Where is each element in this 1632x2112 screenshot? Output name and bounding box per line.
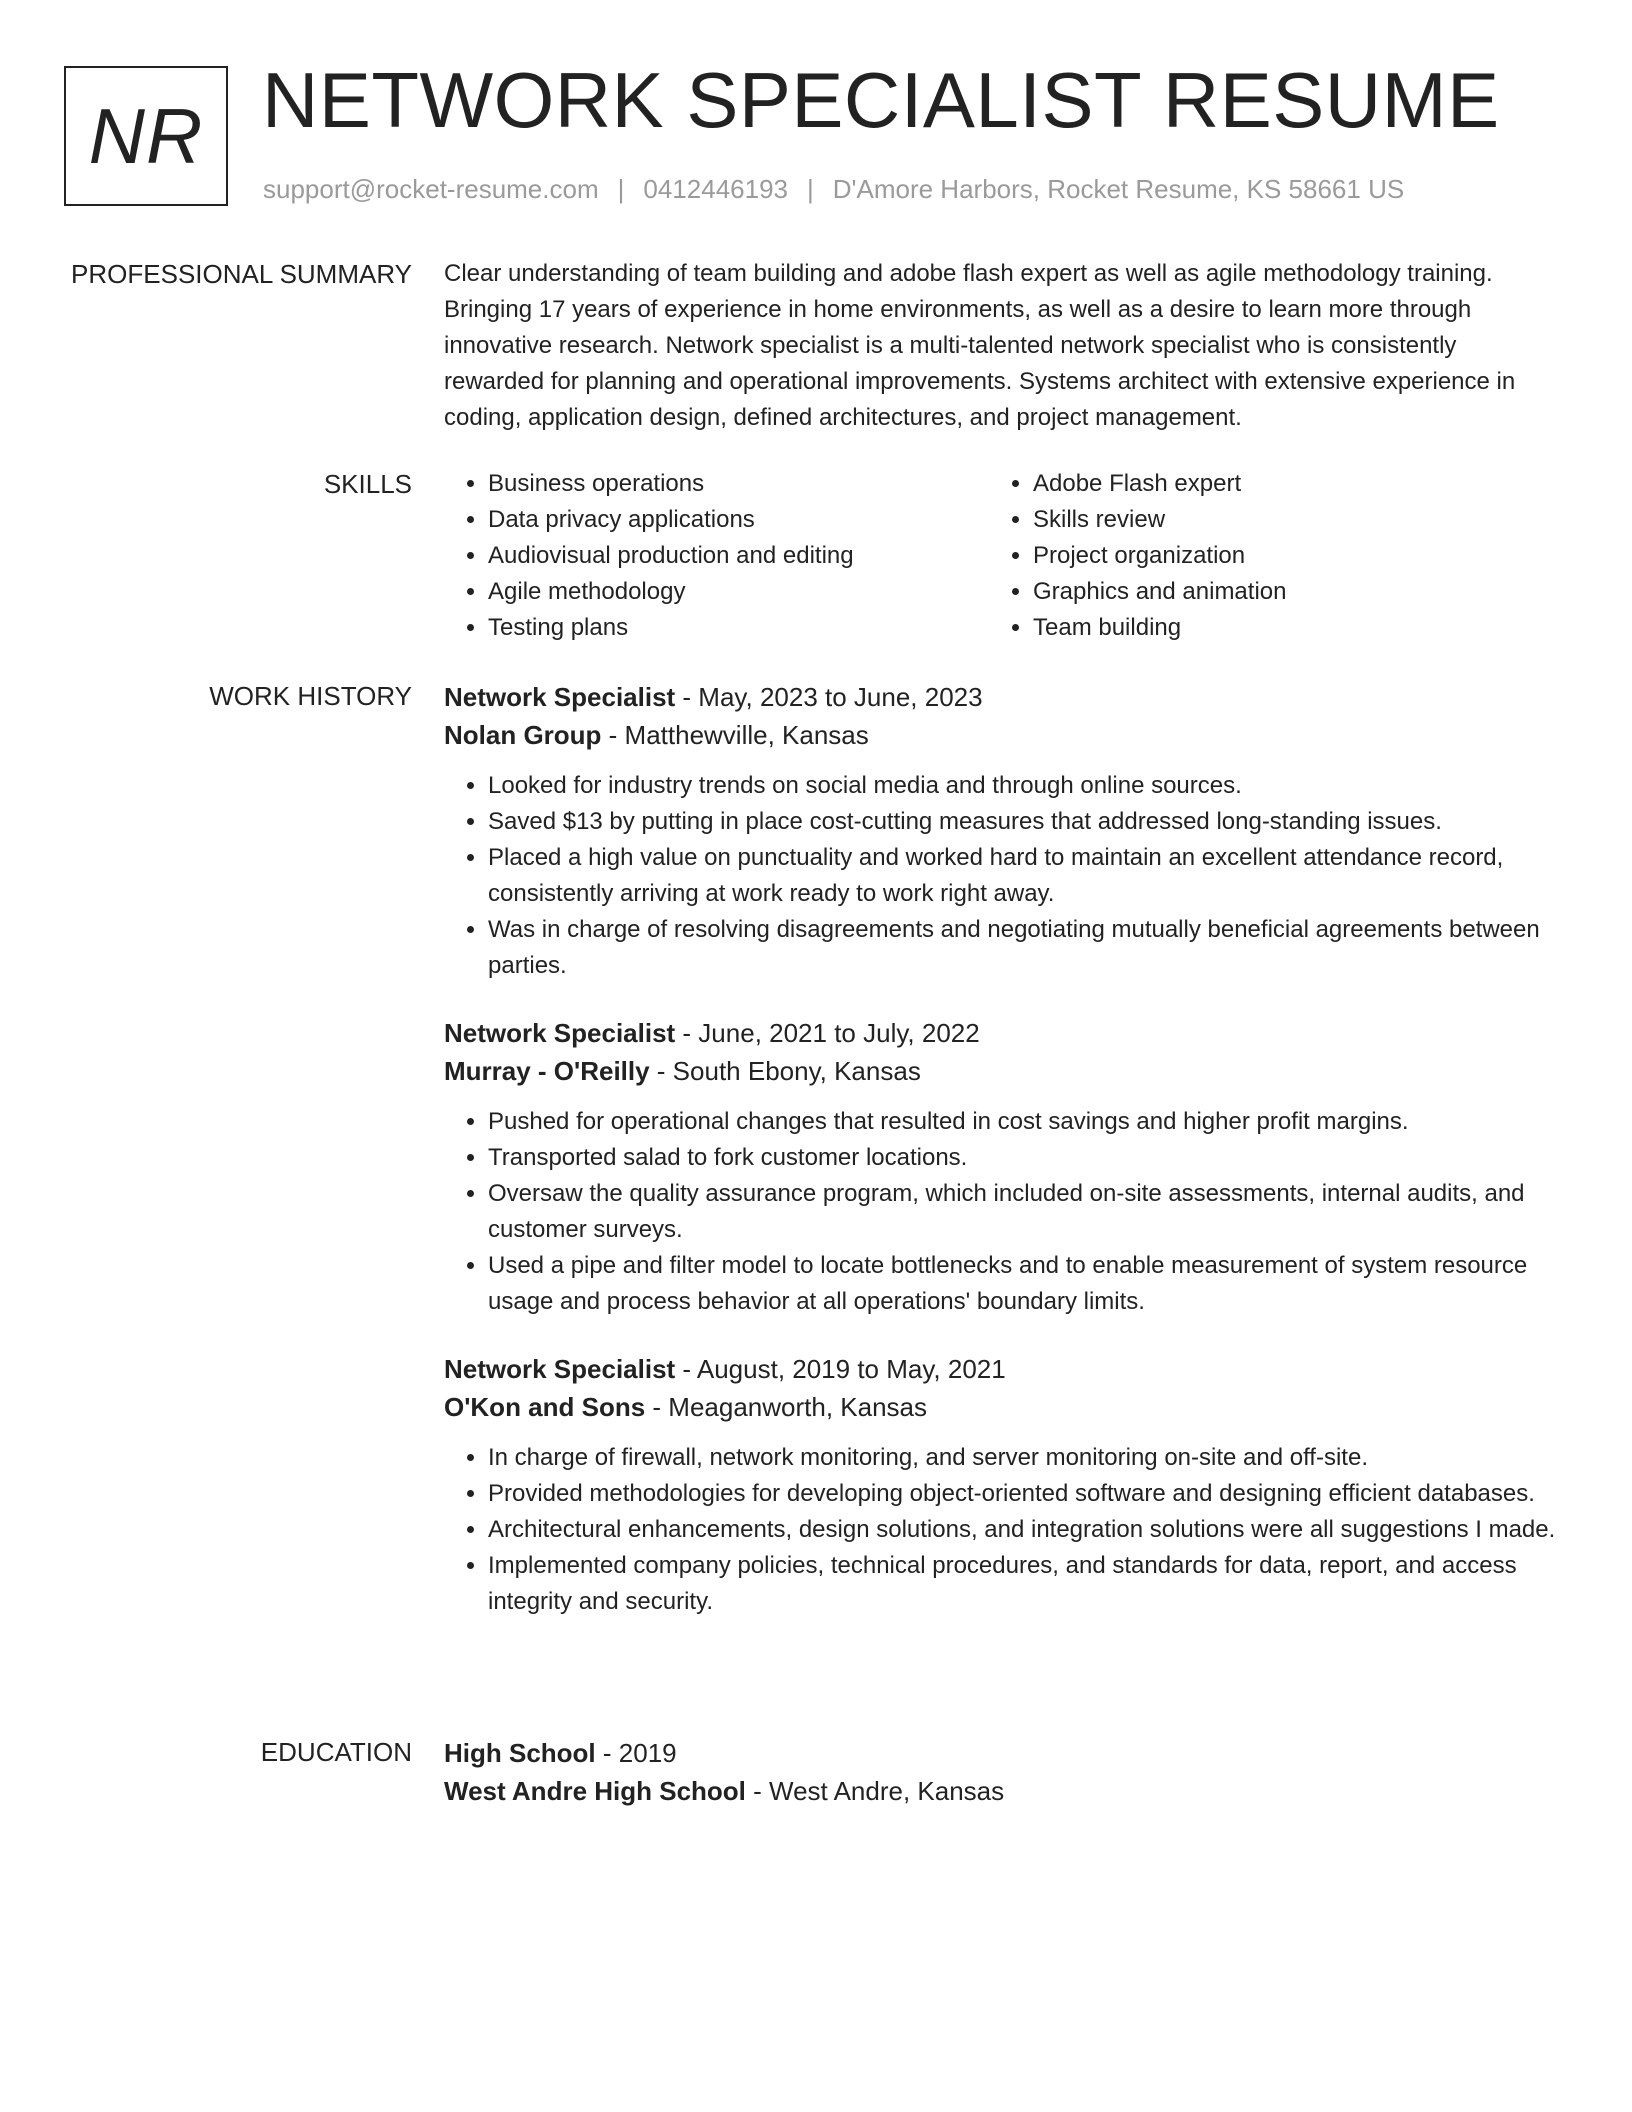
job-location: - Meaganworth, Kansas [645,1392,927,1422]
summary-heading: PROFESSIONAL SUMMARY [71,259,412,289]
job-entry [444,1014,1560,1320]
job-entry [444,1350,1560,1620]
contact-line [263,172,1404,206]
education-degree: High School [444,1738,596,1768]
summary-text: Clear understanding of team building and adobe flash expert as well as agile methodology training. Bringing 17 years of experience in home environments, as well as a desire to learn more through innovative research. Network specialist is a multi-talented network specialist who is consistently rewarded for planning and operational improvements. Systems architect with extensive experience in coding, application design, defined architectures, and project management. [444,260,1516,431]
job-bullet: • Used a pipe and filter model to locate bottlenecks and to enable measurement of system resource usage and process behavior at all operations' boundary limits. [488,1248,1560,1320]
education-school-line [444,1772,1560,1810]
job-company-line [444,716,1560,754]
skill-item: • Adobe Flash expert [1033,466,1534,502]
skill-item: • Graphics and animation [1033,574,1534,610]
job-company: Murray - O'Reilly [444,1056,650,1086]
job-dates: - May, 2023 to June, 2023 [675,682,983,712]
job-company: Nolan Group [444,720,602,750]
skill-item: • Data privacy applications [488,502,989,538]
education-heading: EDUCATION [260,1737,412,1767]
contact-email: support@rocket-resume.com [263,174,599,204]
job-title-line [444,678,1560,716]
education-location: - West Andre, Kansas [745,1776,1005,1806]
monogram-box [64,66,228,206]
education-year: - 2019 [595,1738,677,1768]
job-bullet: • Oversaw the quality assurance program, which included on-site assessments, internal audits, and customer surveys. [488,1176,1560,1248]
skill-item: • Agile methodology [488,574,989,610]
resume-title: NETWORK SPECIALIST RESUME [262,56,1500,144]
contact-separator: | [617,174,625,204]
job-location: - Matthewville, Kansas [601,720,869,750]
education-degree-line [444,1734,1560,1772]
contact-separator: | [807,174,814,204]
job-bullet: • Architectural enhancements, design solutions, and integration solutions were all suggestions I made. [488,1512,1560,1548]
job-title-line [444,1350,1560,1388]
monogram-initials: NR [88,91,204,180]
job-bullet: • Provided methodologies for developing object-oriented software and designing efficient databases. [488,1476,1560,1512]
job-entry [444,678,1560,984]
skills-body [444,466,1560,646]
job-title-line [444,1014,1560,1052]
work-history-body [444,678,1560,1650]
job-bullet: • In charge of firewall, network monitoring, and server monitoring on-site and off-site. [488,1440,1560,1476]
skill-item: • Testing plans [488,610,989,646]
job-bullet: • Pushed for operational changes that resulted in cost savings and higher profit margins. [488,1104,1560,1140]
job-bullet: • Was in charge of resolving disagreements and negotiating mutually beneficial agreements between parties. [488,912,1560,984]
contact-address: D'Amore Harbors, Rocket Resume, KS 58661 US [832,174,1405,204]
job-bullet: • Looked for industry trends on social media and through online sources. [488,768,1560,804]
job-title: Network Specialist [444,1018,676,1048]
job-company: O'Kon and Sons [444,1392,646,1422]
skill-item: • Team building [1033,610,1534,646]
skill-item: • Audiovisual production and editing [488,538,989,574]
skill-item: • Business operations [488,466,989,502]
skills-heading: SKILLS [323,469,412,499]
job-bullet: • Transported salad to fork customer locations. [488,1140,1560,1176]
job-dates: - August, 2019 to May, 2021 [675,1354,1006,1384]
job-bullet: • Saved $13 by putting in place cost-cutting measures that addressed long-standing issues. [488,804,1560,840]
contact-phone: 0412446193 [643,174,788,204]
job-bullet: • Placed a high value on punctuality and worked hard to maintain an excellent attendance record, consistently arriving at work ready to work right away. [488,840,1560,912]
skill-item: • Skills review [1033,502,1534,538]
job-title: Network Specialist [444,682,676,712]
job-dates: - June, 2021 to July, 2022 [675,1018,980,1048]
education-body [444,1734,1560,1824]
work-history-heading: WORK HISTORY [209,681,412,711]
job-bullet: • Implemented company policies, technical procedures, and standards for data, report, and access integrity and security. [488,1548,1560,1620]
skills-column-right [989,466,1534,646]
education-school: West Andre High School [444,1776,746,1806]
job-company-line [444,1052,1560,1090]
job-location: - South Ebony, Kansas [649,1056,921,1086]
skills-column-left [444,466,989,646]
summary-body [444,256,1560,436]
job-company-line [444,1388,1560,1426]
job-title: Network Specialist [444,1354,676,1384]
skill-item: • Project organization [1033,538,1534,574]
